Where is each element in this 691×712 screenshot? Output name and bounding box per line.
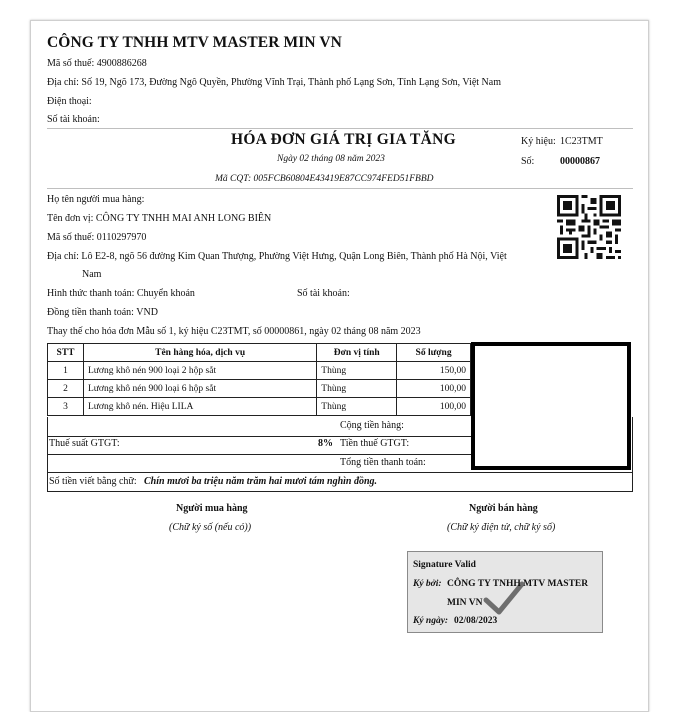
number-label: Số: (521, 156, 535, 167)
col-header-stt: STT (48, 344, 84, 362)
divider (47, 454, 471, 455)
buyer-unit: Tên đơn vị: CÔNG TY TNHH MAI ANH LONG BIÊN (47, 213, 272, 224)
cell-name: Lương khô nén. Hiệu LILA (83, 398, 316, 416)
invoice-title: HÓA ĐƠN GIÁ TRỊ GIA TĂNG (231, 131, 456, 148)
cell-unit: Thùng (317, 362, 397, 380)
symbol-label: Ký hiệu: (521, 136, 556, 147)
cell-name: Lương khô nén 900 loại 2 hộp sắt (83, 362, 316, 380)
cell-unit: Thùng (317, 380, 397, 398)
divider (47, 128, 633, 129)
payment-method: Hình thức thanh toán: Chuyển khoản (47, 288, 195, 299)
symbol-value: 1C23TMT (560, 136, 603, 147)
invoice-page (30, 20, 649, 712)
table-row (48, 398, 471, 416)
digital-signature-stamp (407, 551, 603, 633)
seller-tax-code: Mã số thuế: 4900886268 (47, 58, 147, 69)
seller-company-name: CÔNG TY TNHH MTV MASTER MIN VN (47, 34, 342, 51)
replace-note: Thay thế cho hóa đơn Mẫu số 1, ký hiệu C23TMT, số 00000861, ngày 02 tháng 08 năm 2023 (47, 326, 421, 337)
cell-qty: 150,00 (397, 362, 471, 380)
signature-valid-label: Signature Valid (413, 560, 476, 570)
cell-qty: 100,00 (397, 398, 471, 416)
cell-stt: 1 (48, 362, 84, 380)
buyer-address: Địa chỉ: Lô E2-8, ngõ 56 đường Kim Quan Thượng, Phường Việt Hưng, Quận Long Biên, Thành phố Hà Nội, Việt (47, 251, 507, 262)
table-header-row (48, 344, 471, 362)
buyer-tax-code: Mã số thuế: 0110297970 (47, 232, 147, 243)
col-header-unit: Đơn vị tính (317, 344, 397, 362)
number-value: 00000867 (560, 156, 600, 167)
cell-unit: Thùng (317, 398, 397, 416)
buyer-signature-title: Người mua hàng (176, 503, 248, 514)
table-row (48, 362, 471, 380)
vat-amount-label: Tiền thuế GTGT: (340, 438, 410, 449)
buyer-address-cont: Nam (82, 269, 102, 280)
vat-rate-label: Thuế suất GTGT: (49, 438, 120, 449)
invoice-cqt-code: Mã CQT: 005FCB60804E43419E87CC974FED51FBBD (215, 174, 434, 184)
divider (47, 472, 632, 473)
total-label: Tổng tiền thanh toán: (340, 457, 426, 468)
signed-by-value-cont: MIN VN (447, 598, 483, 608)
sign-date-value: 02/08/2023 (454, 616, 498, 626)
amount-words-label: Số tiền viết bằng chữ: (49, 476, 137, 487)
buyer-name: Họ tên người mua hàng: (47, 194, 145, 205)
buyer-account: Số tài khoản: (297, 288, 350, 299)
qr-code-icon (557, 195, 621, 259)
sign-date-label: Ký ngày: (413, 616, 449, 626)
items-table (47, 343, 471, 416)
cell-stt: 3 (48, 398, 84, 416)
col-header-qty: Số lượng (397, 344, 471, 362)
seller-signature-title: Người bán hàng (469, 503, 538, 514)
amount-words-value: Chín mươi ba triệu năm trăm hai mươi tám nghìn đồng. (144, 476, 378, 487)
seller-phone: Điện thoại: (47, 96, 92, 107)
signed-by-label: Ký bởi: (413, 579, 442, 589)
currency: Đồng tiền thanh toán: VND (47, 307, 158, 318)
cell-name: Lương khô nén 900 loại 6 hộp sắt (83, 380, 316, 398)
divider (47, 188, 633, 189)
table-row (48, 380, 471, 398)
signed-by-value: CÔNG TY TNHH MTV MASTER (447, 579, 589, 589)
buyer-signature-note: (Chữ ký số (nếu có)) (169, 522, 252, 533)
seller-account: Số tài khoản: (47, 114, 100, 125)
col-header-name: Tên hàng hóa, dịch vụ (83, 344, 316, 362)
vat-rate-value: 8% (318, 438, 333, 449)
cell-stt: 2 (48, 380, 84, 398)
divider (47, 436, 471, 437)
seller-signature-note: (Chữ ký điện tử, chữ ký số) (447, 522, 556, 533)
seller-address: Địa chỉ: Số 19, Ngõ 173, Đường Ngô Quyền, Phường Vĩnh Trại, Thành phố Lạng Sơn, Tỉnh Lạng Sơn, Việt Nam (47, 77, 501, 88)
cell-qty: 100,00 (397, 380, 471, 398)
subtotal-label: Cộng tiền hàng: (340, 420, 404, 431)
invoice-date: Ngày 02 tháng 08 năm 2023 (277, 154, 385, 164)
redacted-box (471, 342, 631, 470)
